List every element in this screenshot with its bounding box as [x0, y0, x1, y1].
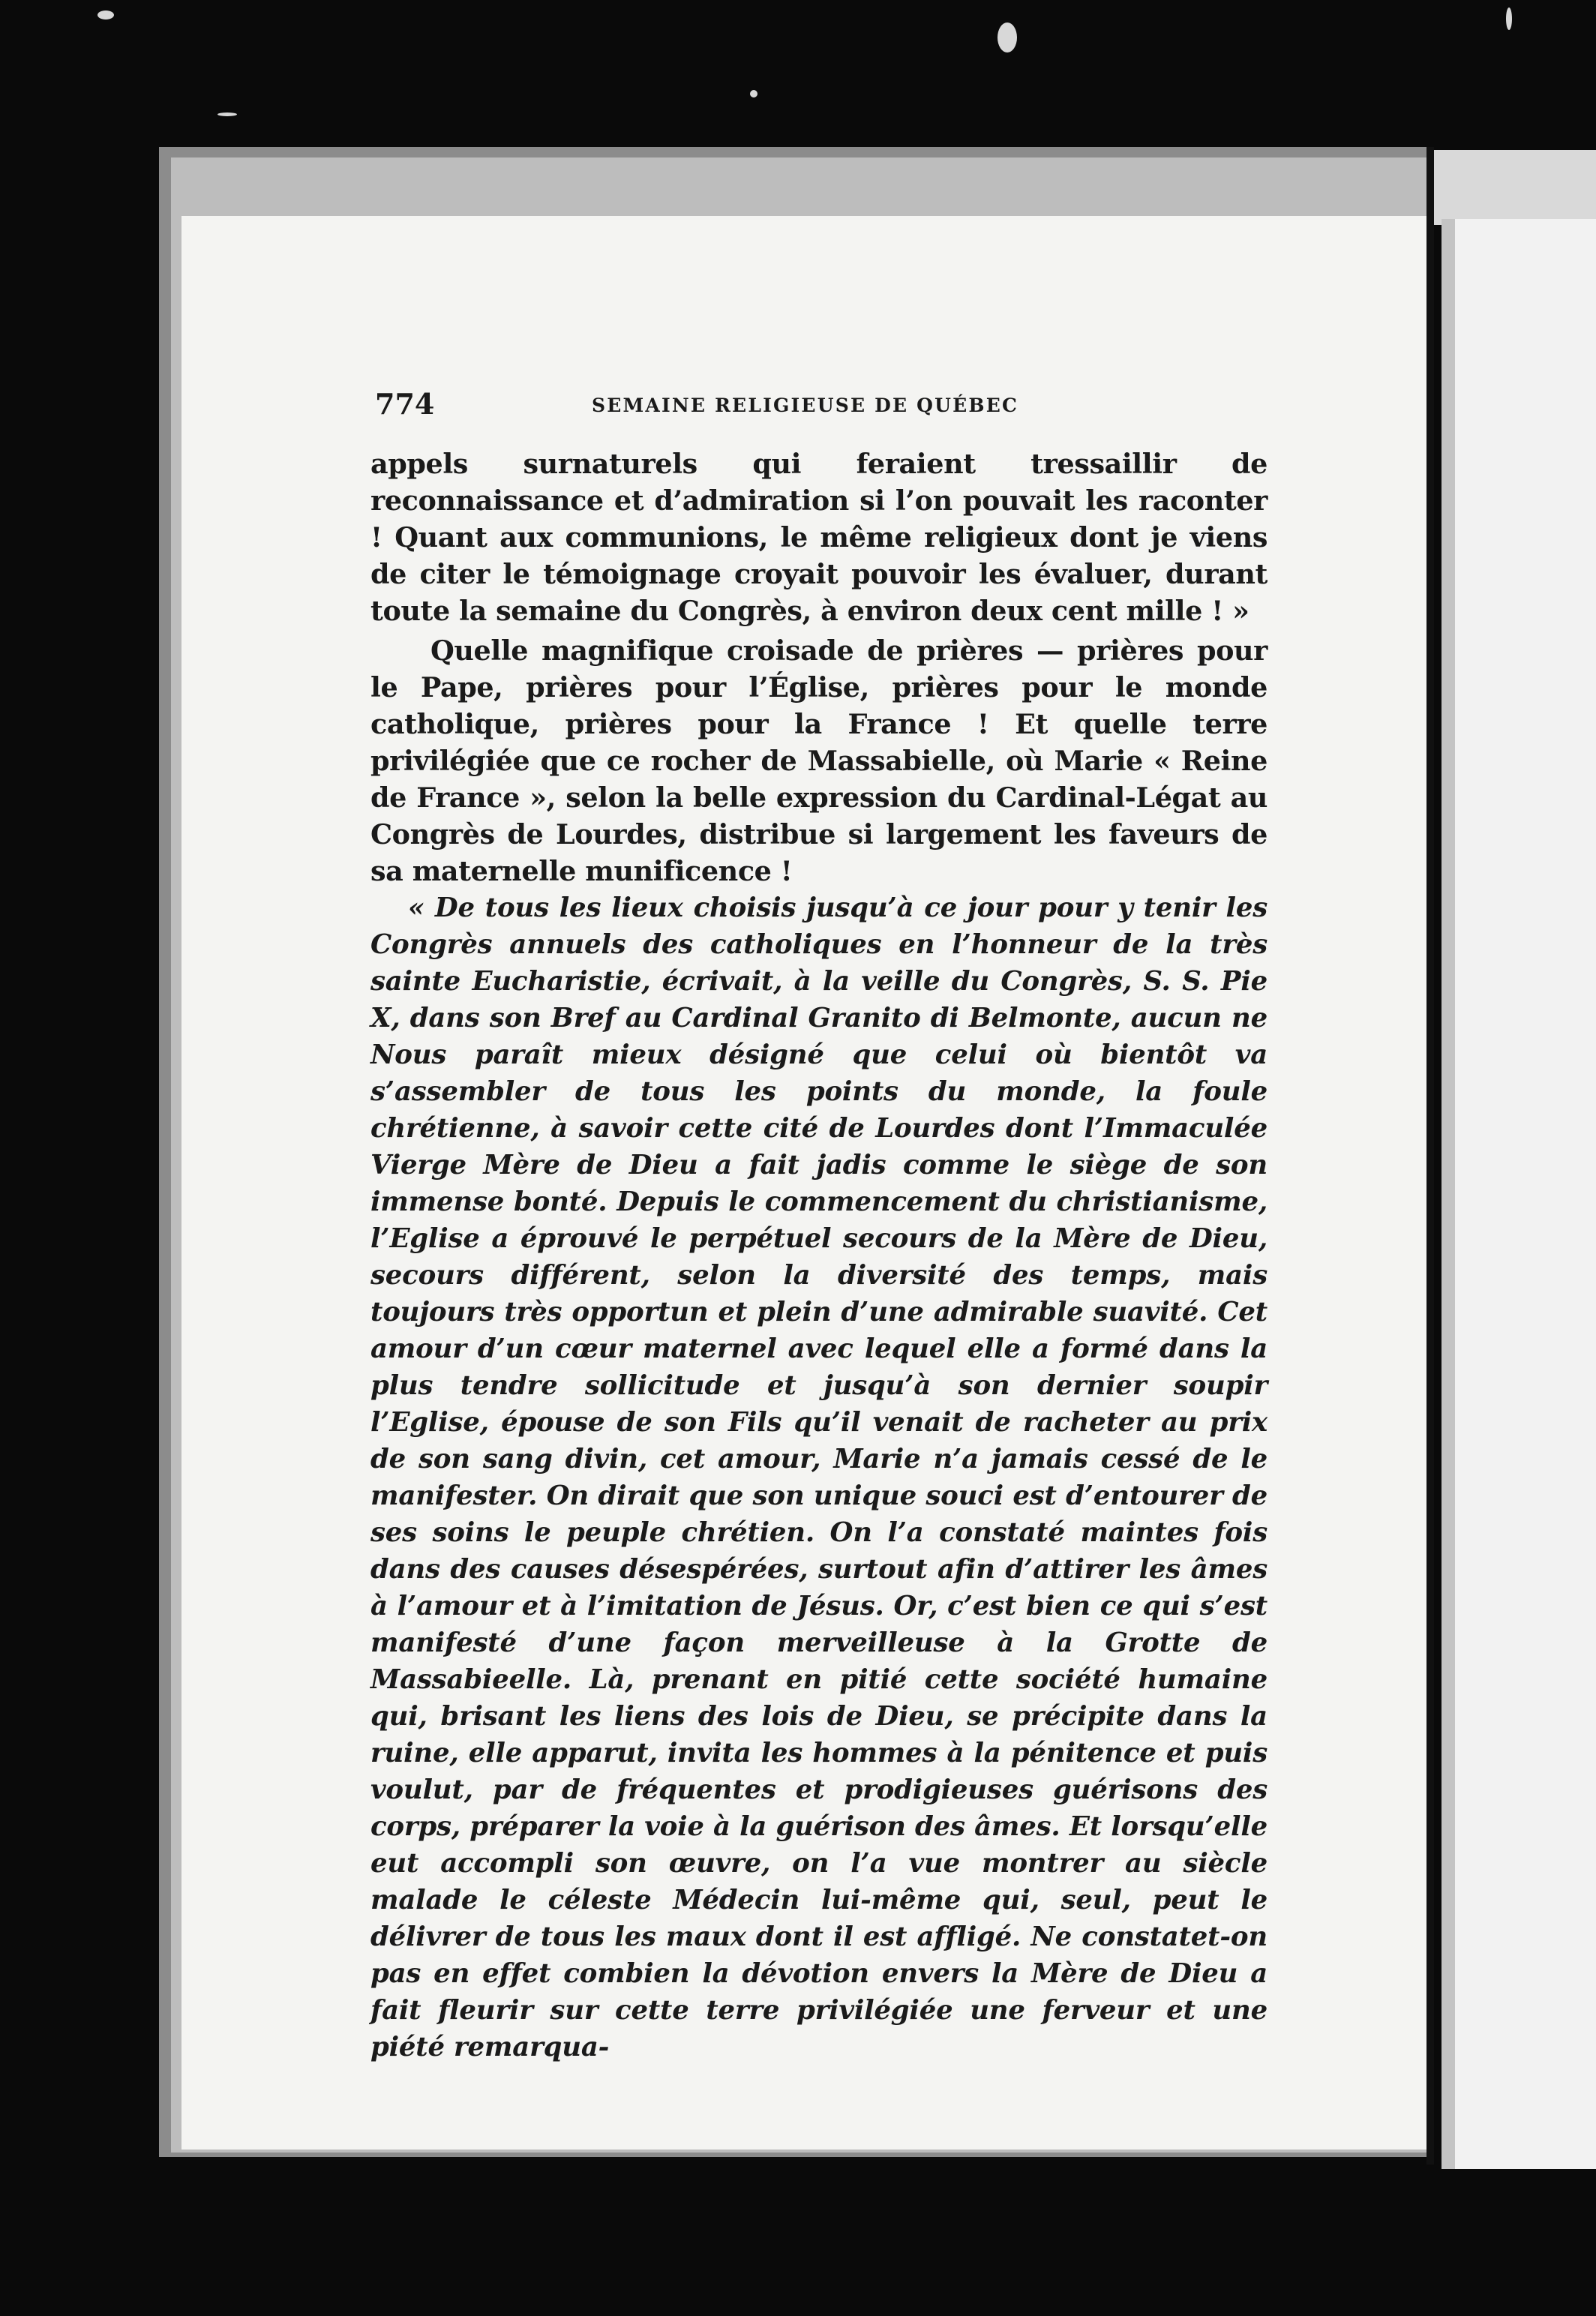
film-speck	[1506, 8, 1512, 30]
film-speck	[218, 112, 237, 116]
film-speck	[750, 90, 758, 98]
running-head	[370, 387, 1268, 429]
paragraph-1: appels surnaturels qui feraient tressaillir de reconnaissance et d’admiration si l’on pouvait les raconter ! Quant aux communions, le même religieux dont je viens de citer le témoignage croyait pouvoir les évaluer, durant toute la semaine du Congrès, à environ deux cent mille ! »	[370, 448, 1268, 627]
film-speck	[998, 22, 1017, 52]
facing-page-top	[1434, 150, 1596, 225]
film-speck	[98, 10, 114, 20]
facing-page	[1455, 219, 1596, 2169]
book-spine	[1426, 147, 1434, 2164]
facing-page-edge	[1442, 219, 1455, 2169]
paragraph-3-quotation: « De tous les lieux choisis jusqu’à ce jour pour y tenir les Congrès annuels des catholiques en l’honneur de la très sainte Eucharistie, écrivait, à la veille du Congrès, S. S. Pie X, dans son Bref au Cardinal Granito di Belmonte, aucun ne Nous paraît mieux désigné que celui où bientôt va s’assembler de tous les points du monde, la foule chrétienne, à savoir cette cité de Lourdes dont l’Immaculée Vierge Mère de Dieu a fait jadis comme le siège de son immense bonté. Depuis le commencement du christianisme, l’Eglise a éprouvé le perpétuel secours de la Mère de Dieu, secours différent, selon la diversité des temps, mais toujours très opportun et plein d’une admirable suavité. Cet amour d’un cœur maternel avec lequel elle a formé dans la plus tendre sollicitude et jusqu’à son dernier soupir l’Eglise, épouse de son Fils qu’il venait de racheter au prix de son sang divin, cet amour, Marie n’a jamais cessé de le manifester. On dirait que son unique souci est d’entourer de ses soins le peuple chrétien. On l’a constaté maintes fois dans des causes désespérées, surtout afin d’attirer les âmes à l’amour et à l’imitation de Jésus. Or, c’est bien ce qui s’est manifesté d’une façon merveilleuse à la Grotte de Massabieelle. Là, prenant en pitié cette société humaine qui, brisant les liens des lois de Dieu, se précipite dans la ruine, elle apparut, invita les hommes à la pénitence et puis voulut, par de fréquentes et prodigieuses guérisons des corps, préparer la voie à la guérison des âmes. Et lorsqu’elle eut accompli son œuvre, on l’a vue montrer au siècle malade le céleste Médecin lui-même qui, seul, peut le délivrer de tous les maux dont il est affligé. Ne constatet-on pas en effet combien la dévotion envers la Mère de Dieu a fait fleurir sur cette terre privilégiée une ferveur et une piété remarqua-	[370, 892, 1268, 2062]
page-number: 774	[375, 387, 435, 421]
text-block	[370, 387, 1268, 2066]
running-head-title: SEMAINE RELIGIEUSE DE QUÉBEC	[592, 394, 1019, 416]
paragraph-2: Quelle magnifique croisade de prières — prières pour le Pape, prières pour l’Église, prières pour le monde catholique, prières pour la France ! Et quelle terre privilégiée que ce rocher de Massabielle, où Marie « Reine de France », selon la belle expression du Cardinal-Légat au Congrès de Lourdes, distribue si largement les faveurs de sa maternelle munificence !	[370, 634, 1268, 887]
